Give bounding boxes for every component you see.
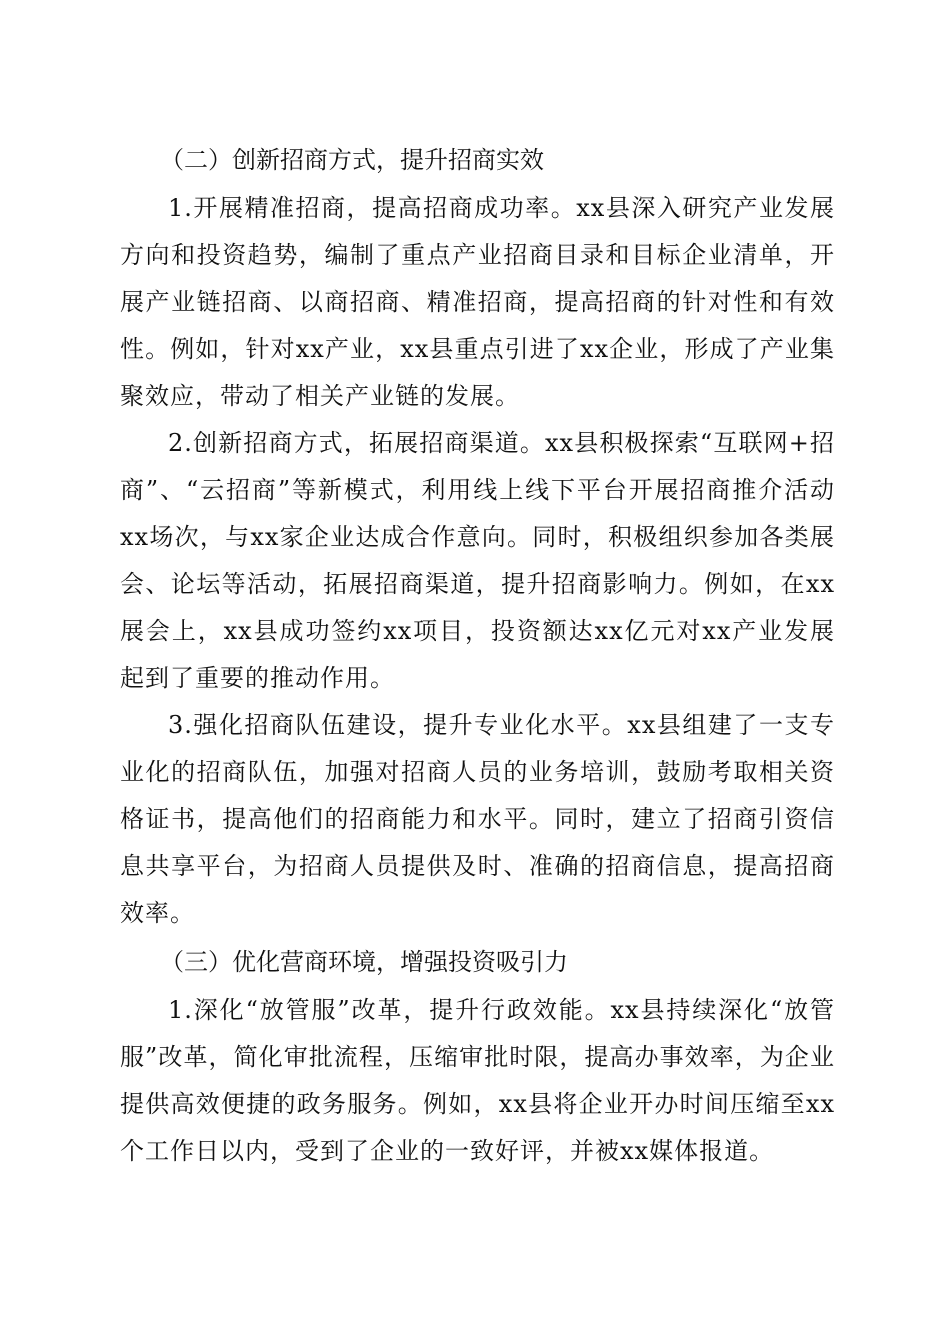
document-body bbox=[120, 135, 835, 1175]
paragraph-3-1: 1.深化“放管服”改革，提升行政效能。xx县持续深化“放管服”改革，简化审批流程，压缩审批时限，提高办事效率，为企业提供高效便捷的政务服务。例如，xx县将企业开办时间压缩至xx个工作日以内，受到了企业的一致好评，并被xx媒体报道。 bbox=[120, 996, 835, 1165]
paragraph-2-1: 1.开展精准招商，提高招商成功率。xx县深入研究产业发展方向和投资趋势，编制了重点产业招商目录和目标企业清单，开展产业链招商、以商招商、精准招商，提高招商的针对性和有效性。例如，针对xx产业，xx县重点引进了xx企业，形成了产业集聚效应，带动了相关产业链的发展。 bbox=[120, 194, 835, 410]
section-heading-3: （三）优化营商环境，增强投资吸引力 bbox=[160, 948, 568, 976]
paragraph-2-2: 2.创新招商方式，拓展招商渠道。xx县积极探索“互联网+招商”、“云招商”等新模式，利用线上线下平台开展招商推介活动xx场次，与xx家企业达成合作意向。同时，积极组织参加各类展会、论坛等活动，拓展招商渠道，提升招商影响力。例如，在xx展会上，xx县成功签约xx项目，投资额达xx亿元对xx产业发展起到了重要的推动作用。 bbox=[120, 429, 835, 692]
section-heading-2: （二）创新招商方式，提升招商实效 bbox=[160, 146, 544, 174]
paragraph-2-3: 3.强化招商队伍建设，提升专业化水平。xx县组建了一支专业化的招商队伍，加强对招商人员的业务培训，鼓励考取相关资格证书，提高他们的招商能力和水平。同时，建立了招商引资信息共享平台，为招商人员提供及时、准确的招商信息，提高招商效率。 bbox=[120, 711, 835, 927]
